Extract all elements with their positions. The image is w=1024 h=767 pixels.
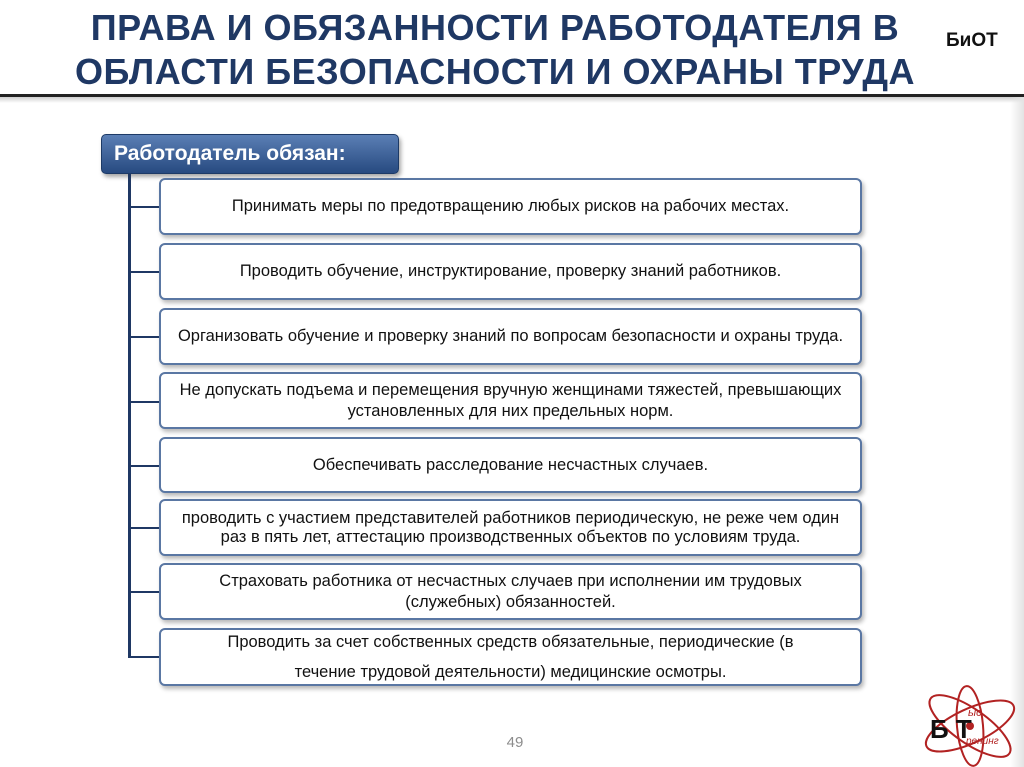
obligation-item: Проводить за счет собственных средств обязательные, периодические (в течение трудовой деятельности) медицинские осмотры. (159, 628, 862, 686)
tree-connector-branch (128, 206, 160, 208)
obligation-item: Принимать меры по предотвращению любых рисков на рабочих местах. (159, 178, 862, 235)
obligation-item: Не допускать подъема и перемещения вручную женщинами тяжестей, превышающих установленных для них предельных норм. (159, 372, 862, 429)
page-title (30, 6, 960, 94)
slide-edge-shadow (1010, 97, 1024, 767)
title-line-1: ПРАВА И ОБЯЗАННОСТИ РАБОТОДАТЕЛЯ В (90, 7, 900, 48)
logo-letters: Б Т (930, 714, 972, 744)
tree-connector-vertical (128, 174, 131, 658)
logo-text-top: ыс (968, 707, 982, 719)
obligation-item: Организовать обучение и проверку знаний по вопросам безопасности и охраны труда. (159, 308, 862, 365)
tree-connector-branch (128, 401, 160, 403)
tree-connector-branch (128, 271, 160, 273)
obligation-item: Страховать работника от несчастных случаев при исполнении им трудовых (служебных) обязанностей. (159, 563, 862, 620)
obligation-item: Проводить обучение, инструктирование, проверку знаний работников. (159, 243, 862, 300)
tree-connector-branch (128, 591, 160, 593)
title-line-2: ОБЛАСТИ БЕЗОПАСНОСТИ И ОХРАНЫ ТРУДА (74, 51, 916, 92)
tree-connector-branch (128, 527, 160, 529)
obligation-item: проводить с участием представителей работников периодическую, не реже чем один раз в пять лет, аттестацию производственных объектов по условиям труда. (159, 499, 862, 556)
brand-tag: БиОТ (946, 30, 998, 51)
obligation-item: Обеспечивать расследование несчастных случаев. (159, 437, 862, 493)
company-logo (918, 678, 1022, 767)
tree-connector-branch (128, 465, 160, 467)
page-number: 49 (506, 734, 524, 751)
tree-connector-branch (128, 656, 160, 658)
tree-connector-branch (128, 336, 160, 338)
title-divider-shadow (0, 97, 1024, 103)
employer-obligations-header: Работодатель обязан: (101, 134, 399, 174)
logo-text-bottom: ренинг (966, 736, 999, 747)
